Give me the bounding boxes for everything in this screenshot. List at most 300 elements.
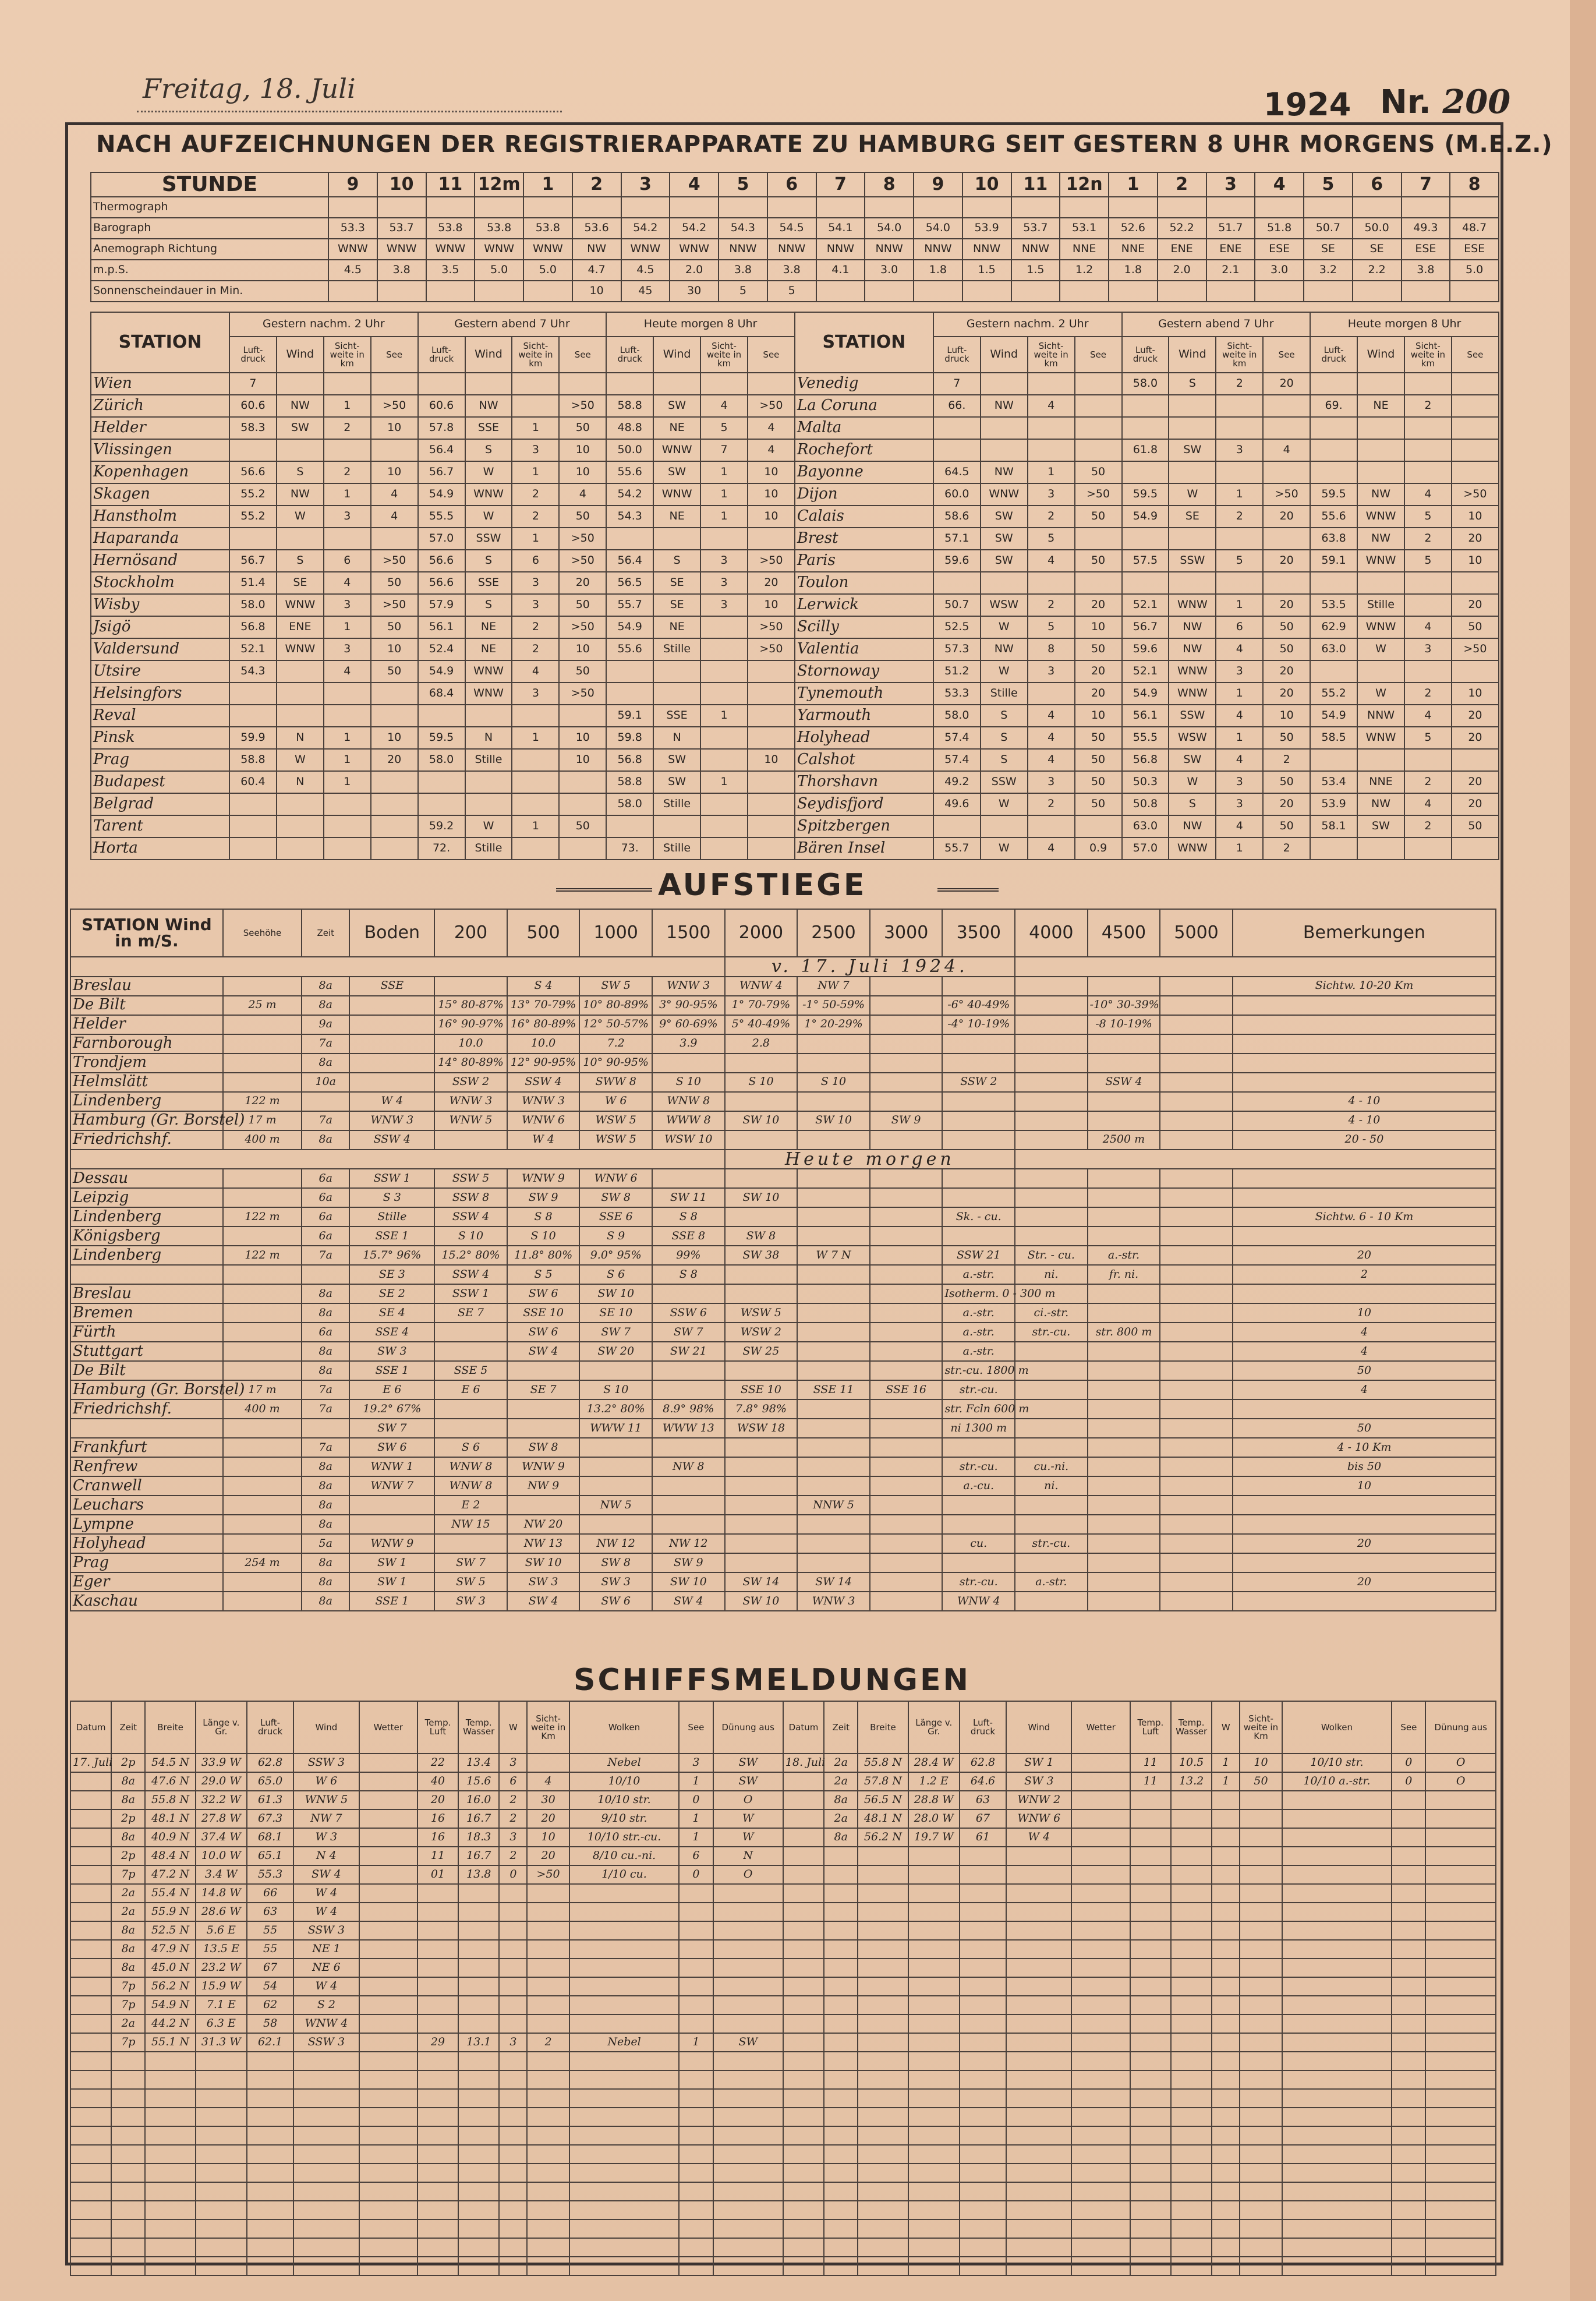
record-value [1353, 197, 1402, 218]
aufstiege-value: S 8 [507, 1207, 580, 1227]
schiffs-cell-left: S 2 [293, 1996, 359, 2014]
schiffs-cell-right [1130, 1921, 1171, 1940]
schiffs-cell-left: 62 [247, 1996, 293, 2014]
schiffs-cell-left: 01 [417, 1865, 458, 1884]
aufstiege-value: 3° 90-95% [652, 996, 725, 1015]
aufstiege-row [70, 1246, 1496, 1265]
station-value: 2 [1263, 749, 1310, 771]
bemerkung-value: 4 [1233, 1342, 1496, 1361]
aufstiege-value: W 4 [349, 1092, 434, 1111]
schiffs-column-header-left: Breite [145, 1701, 195, 1754]
aufstiege-value: SW 7 [579, 1323, 652, 1342]
schiffs-cell-right [1425, 1903, 1496, 1921]
aufstiege-value: SW 8 [579, 1188, 652, 1207]
schiffs-cell-left [293, 2219, 359, 2238]
station-value [1263, 528, 1310, 550]
schiffs-cell-right [858, 1940, 908, 1959]
aufstiege-value: 2500 m [1088, 1130, 1160, 1150]
station-value: 59.6 [933, 550, 981, 572]
schiffs-cell-left [293, 2164, 359, 2182]
aufstiege-value [1015, 1419, 1088, 1438]
station-name: Lerwick [795, 594, 933, 616]
schiffs-cell-right [1071, 2089, 1130, 2108]
schiffs-cell-right: 64.6 [960, 1772, 1006, 1791]
schiffs-cell-left: 55.4 N [145, 1884, 195, 1903]
aufstiege-value [1015, 1092, 1088, 1111]
schiffs-cell-left [293, 2201, 359, 2219]
record-value: 1.5 [962, 260, 1011, 281]
aufstiege-value [652, 1361, 725, 1380]
schiffs-cell-right [824, 1903, 858, 1921]
aufstiege-value [1088, 1496, 1160, 1515]
aufstiege-value [942, 1515, 1015, 1534]
station-value [1452, 572, 1499, 594]
schiffs-cell-left [359, 2145, 417, 2164]
aufstiege-value: SW 4 [507, 1592, 580, 1611]
sichtweite-header: Sicht-weite in km [1216, 337, 1263, 373]
schiffs-cell-right [960, 2145, 1006, 2164]
schiffs-cell-right: W 4 [1006, 1828, 1071, 1847]
schiffs-cell-right: 10/10 str. [1282, 1754, 1392, 1772]
schiffs-cell-left: SSW 3 [293, 1921, 359, 1940]
schiffs-cell-left [679, 2126, 713, 2145]
aufstiege-value [870, 1553, 943, 1572]
aufstiege-value [942, 1034, 1015, 1054]
schiffs-cell-left [70, 1865, 111, 1884]
aufstiege-station [70, 1419, 223, 1438]
schiffs-cell-right [1130, 2126, 1171, 2145]
record-value: 54.0 [914, 218, 962, 239]
aufstiege-value [1160, 1361, 1233, 1380]
station-value: 3 [324, 506, 371, 528]
schiffs-cell-right [1392, 2219, 1425, 2238]
schiffs-cell-left: 47.6 N [145, 1772, 195, 1791]
aufstiege-value: ni 1300 m [942, 1419, 1015, 1438]
aufstiege-value [349, 1496, 434, 1515]
station-value: NW [277, 395, 324, 417]
schiffs-cell-left [145, 2201, 195, 2219]
aufstiege-value: WNW 5 [434, 1111, 507, 1130]
hour-header: 10 [377, 172, 426, 197]
record-value [1060, 197, 1109, 218]
station-value: 60.4 [229, 771, 277, 793]
schiffs-cell-right: 1 [1212, 1754, 1240, 1772]
station-name: Rochefort [795, 439, 933, 461]
seehoehe-value [223, 1284, 302, 1303]
schiffs-cell-left [145, 2257, 195, 2275]
aufstiege-row [70, 1534, 1496, 1553]
aufstiege-value: SW 3 [579, 1572, 652, 1592]
schiffs-cell-right [1171, 2108, 1212, 2126]
schiffs-cell-right [1282, 2108, 1392, 2126]
aufstiege-value [507, 1419, 580, 1438]
schiffs-cell-right [858, 1996, 908, 2014]
station-value: 50 [371, 572, 418, 594]
schiffs-cell-left [293, 2182, 359, 2201]
station-value [700, 616, 748, 638]
schiffs-cell-right: 2a [824, 1754, 858, 1772]
aufstiege-value [725, 1515, 798, 1534]
aufstiege-value [579, 1457, 652, 1476]
schiffs-cell-left: 7p [111, 2033, 145, 2052]
issue-number-label: Nr. [1380, 83, 1431, 121]
aufstiege-station: Cranwell [70, 1476, 223, 1496]
station-row [91, 749, 1499, 771]
station-value: 3 [700, 572, 748, 594]
sichtweite-header: Sicht-weite in km [324, 337, 371, 373]
wind-header: Wind [653, 337, 700, 373]
aufstiege-value: a.-str. [942, 1265, 1015, 1284]
record-value: 54.2 [670, 218, 719, 239]
seehoehe-value: 400 m [223, 1130, 302, 1150]
schiffs-cell-right: 28.4 W [908, 1754, 960, 1772]
aufstiege-value: 3.9 [652, 1034, 725, 1054]
schiffs-cell-right [1006, 1884, 1071, 1903]
station-value: NNW [1357, 705, 1404, 727]
schiffs-cell-right [960, 1903, 1006, 1921]
schiffs-cell-left [70, 2108, 111, 2126]
station-value: 2 [1404, 395, 1452, 417]
schiffs-cell-left [713, 1977, 783, 1996]
bemerkung-value [1233, 1592, 1496, 1611]
station-value: SW [981, 528, 1028, 550]
schiffs-column-header-left: Sicht-weite in Km [527, 1701, 569, 1754]
aufstiege-value: W 4 [507, 1130, 580, 1150]
aufstiege-value: S 8 [652, 1207, 725, 1227]
station-value [1310, 461, 1357, 483]
record-value: ENE [1206, 239, 1255, 260]
aufstiege-value: SW 6 [507, 1284, 580, 1303]
schiffs-cell-right [1425, 1996, 1496, 2014]
hours-row [91, 172, 1499, 197]
station-value: NE [653, 616, 700, 638]
station-value: 56.7 [1122, 616, 1169, 638]
schiffs-column-header-right: Temp. Luft [1130, 1701, 1171, 1754]
station-value: 58.1 [1310, 815, 1357, 837]
aufstiege-value [1088, 1515, 1160, 1534]
schiffs-cell-left [713, 2089, 783, 2108]
schiffs-cell-left [713, 1921, 783, 1940]
station-name: Valentia [795, 638, 933, 660]
schiffs-cell-right [1425, 2182, 1496, 2201]
aufstiege-value: Stille [349, 1207, 434, 1227]
record-value [1353, 281, 1402, 302]
station-value: NW [981, 638, 1028, 660]
station-value: 59.2 [418, 815, 465, 837]
station-value [981, 439, 1028, 461]
record-value [1255, 197, 1304, 218]
station-value [700, 749, 748, 771]
aufstiege-value: -4° 10-19% [942, 1015, 1015, 1034]
schiffs-cell-left: 66 [247, 1884, 293, 1903]
schiffs-row [70, 2014, 1496, 2033]
zeit-value: 8a [302, 1457, 349, 1476]
station-value: 10 [371, 417, 418, 439]
zeit-value: 8a [302, 1303, 349, 1323]
aufstiege-value [725, 1438, 798, 1457]
schiffs-cell-left: 2a [111, 1884, 145, 1903]
schiffs-cell-left: O [713, 1791, 783, 1809]
schiffs-cell-left: 67.3 [247, 1809, 293, 1828]
aufstiege-value: 16° 80-89% [507, 1015, 580, 1034]
schiffs-cell-left: 58 [247, 2014, 293, 2033]
schiffs-row [70, 2108, 1496, 2126]
station-value: 1 [324, 616, 371, 638]
bemerkung-value: 20 [1233, 1246, 1496, 1265]
schiffs-cell-right [1212, 1903, 1240, 1921]
schiffs-cell-left [359, 2182, 417, 2201]
schiffs-cell-right [1071, 1754, 1130, 1772]
aufstiege-value [797, 1323, 870, 1342]
station-value: 10 [748, 594, 795, 616]
station-value: Stille [1357, 594, 1404, 616]
station-value: SW [653, 771, 700, 793]
schiffs-cell-left: 2a [111, 1903, 145, 1921]
aufstiege-value: -1° 50-59% [797, 996, 870, 1015]
station-value: 1 [700, 483, 748, 506]
station-value [277, 439, 324, 461]
station-value: 58.0 [229, 594, 277, 616]
record-value [1011, 281, 1060, 302]
bemerkung-value: 4 [1233, 1323, 1496, 1342]
station-name: Thorshavn [795, 771, 933, 793]
schiffs-cell-left [499, 2052, 527, 2070]
schiffs-cell-right [908, 2070, 960, 2089]
schiffs-cell-right [960, 2014, 1006, 2033]
schiffs-cell-right [1240, 2164, 1282, 2182]
station-value: W [1357, 638, 1404, 660]
station-value: 58.0 [418, 749, 465, 771]
station-value: 20 [1075, 683, 1122, 705]
schiffs-cell-right [1071, 2257, 1130, 2275]
station-value: SSW [465, 528, 512, 550]
aufstiege-value: WNW 8 [434, 1457, 507, 1476]
schiffs-cell-left: 55.9 N [145, 1903, 195, 1921]
station-value [324, 373, 371, 395]
station-name: Calais [795, 506, 933, 528]
schiffs-cell-left [196, 2219, 247, 2238]
station-value: 56.8 [1122, 749, 1169, 771]
zeit-value: 6a [302, 1207, 349, 1227]
station-value: 66. [933, 395, 981, 417]
station-value: 57.8 [418, 417, 465, 439]
aufstiege-value: SSE 16 [870, 1380, 943, 1399]
schiffs-cell-right [858, 2145, 908, 2164]
schiffs-cell-left [145, 2052, 195, 2070]
station-value [1263, 572, 1310, 594]
schiffs-cell-left [527, 1884, 569, 1903]
station-value: 3 [1028, 771, 1075, 793]
aufstiege-station: Leuchars [70, 1496, 223, 1515]
aufstiege-value [1160, 1457, 1233, 1476]
schiffs-cell-left: 44.2 N [145, 2014, 195, 2033]
station-value: >50 [748, 616, 795, 638]
station-value: WNW [653, 439, 700, 461]
record-value [426, 197, 475, 218]
schiffs-cell-left: 22 [417, 1754, 458, 1772]
station-value [1404, 373, 1452, 395]
schiffs-cell-left [458, 2164, 499, 2182]
aufstiege-value [870, 1227, 943, 1246]
aufstiege-value [349, 1073, 434, 1092]
station-value: 3 [700, 550, 748, 572]
schiffs-cell-left [679, 1977, 713, 1996]
station-value: 56.4 [606, 550, 653, 572]
zeit-value: 8a [302, 1553, 349, 1572]
schiffs-cell-left [293, 2257, 359, 2275]
station-value: 4 [1216, 705, 1263, 727]
station-row [91, 594, 1499, 616]
schiffs-cell-left [247, 2164, 293, 2182]
date-underline [137, 111, 562, 112]
schiffs-cell-left [70, 1828, 111, 1847]
station-value: 63.8 [1310, 528, 1357, 550]
schiffs-cell-left: 54.9 N [145, 1996, 195, 2014]
aufstiege-value [1015, 1034, 1088, 1054]
schiffs-cell-left [499, 1996, 527, 2014]
schiffs-cell-left: N [713, 1847, 783, 1865]
schiffs-cell-left [569, 2126, 680, 2145]
station-name: Hernösand [91, 550, 229, 572]
record-value: 53.6 [572, 218, 621, 239]
zeit-value: 7a [302, 1111, 349, 1130]
schiffs-cell-left: 31.3 W [196, 2033, 247, 2052]
station-value: 3 [1028, 483, 1075, 506]
schiffs-cell-right [858, 2052, 908, 2070]
station-value [1404, 594, 1452, 616]
station-value: SE [653, 572, 700, 594]
schiffs-cell-left: 2 [527, 2033, 569, 2052]
schiffs-cell-right [858, 1865, 908, 1884]
schiffs-cell-right [783, 1791, 824, 1809]
seehoehe-value [223, 1342, 302, 1361]
schiffs-cell-right [1006, 2182, 1071, 2201]
schiffs-cell-left [111, 2257, 145, 2275]
aufstiege-value [870, 977, 943, 996]
aufstiege-value [797, 1303, 870, 1323]
schiffs-cell-left [417, 1996, 458, 2014]
aufstiege-value [797, 1515, 870, 1534]
schiffs-cell-left [359, 1847, 417, 1865]
station-value: 52.5 [933, 616, 981, 638]
aufstiege-value: NW 8 [652, 1457, 725, 1476]
record-value [621, 197, 670, 218]
schiffs-cell-left [527, 2070, 569, 2089]
schiffs-cell-right [1240, 2145, 1282, 2164]
station-value [512, 837, 559, 860]
station-value [981, 815, 1028, 837]
schiffs-cell-left [247, 2089, 293, 2108]
schiffs-cell-left: NE 6 [293, 1959, 359, 1977]
station-value: WNW [277, 594, 324, 616]
schiffs-cell-right [960, 1959, 1006, 1977]
aufstiege-value: ci.-str. [1015, 1303, 1088, 1323]
schiffs-cell-left [111, 2089, 145, 2108]
schiffs-cell-right [1071, 2145, 1130, 2164]
record-value: 30 [670, 281, 719, 302]
aufstiege-value: ni. [1015, 1265, 1088, 1284]
schiffs-cell-left [527, 2126, 569, 2145]
station-value [1075, 395, 1122, 417]
station-value: 10 [559, 439, 606, 461]
aufstiege-value: SW 1 [349, 1572, 434, 1592]
aufstiege-value: SE 7 [507, 1380, 580, 1399]
schiffs-cell-right: 1.2 E [908, 1772, 960, 1791]
schiffs-cell-right [824, 2070, 858, 2089]
station-value: N [465, 727, 512, 749]
schiffs-row [70, 1809, 1496, 1828]
schiffs-cell-left [145, 2238, 195, 2257]
schiffs-cell-right [1171, 1977, 1212, 1996]
station-row [91, 528, 1499, 550]
station-name: Paris [795, 550, 933, 572]
aufstiege-value [942, 1438, 1015, 1457]
aufstiege-row [70, 1169, 1496, 1188]
schiffs-cell-right [960, 2126, 1006, 2145]
schiffs-cell-right [908, 1865, 960, 1884]
station-value: 10 [748, 506, 795, 528]
station-value: 4 [1028, 749, 1075, 771]
schiffs-cell-left [569, 2201, 680, 2219]
schiffs-cell-right: 57.8 N [858, 1772, 908, 1791]
station-value: 4 [1028, 550, 1075, 572]
schiffs-cell-left: 55.8 N [145, 1791, 195, 1809]
station-value [700, 638, 748, 660]
schiffs-cell-right [960, 1921, 1006, 1940]
aufstiege-value: 9.0° 95% [579, 1246, 652, 1265]
record-value: 4.5 [328, 260, 377, 281]
aufstiege-value: SSE 1 [349, 1592, 434, 1611]
record-value: NNW [1011, 239, 1060, 260]
aufstiege-value: 5° 40-49% [725, 1015, 798, 1034]
aufstiege-value [1160, 1246, 1233, 1265]
station-value [1216, 417, 1263, 439]
aufstiege-value [1088, 1399, 1160, 1419]
record-value: WNW [475, 239, 523, 260]
station-value: NW [1357, 793, 1404, 815]
schiffs-cell-right [1425, 1791, 1496, 1809]
schiffs-cell-left [569, 2145, 680, 2164]
aufstiege-value [870, 1188, 943, 1207]
station-value: 56.7 [418, 461, 465, 483]
station-value [512, 793, 559, 815]
record-value: 52.2 [1158, 218, 1206, 239]
schiffs-cell-right [858, 2182, 908, 2201]
station-value: 7 [229, 373, 277, 395]
station-value: 57.3 [933, 638, 981, 660]
hour-header: 11 [426, 172, 475, 197]
station-value: 20 [748, 572, 795, 594]
station-name: Stockholm [91, 572, 229, 594]
schiffs-cell-left [359, 2238, 417, 2257]
station-value: 10 [1075, 616, 1122, 638]
aufstiege-column-header: STATION Wind in m/S. [70, 909, 223, 957]
bemerkung-value: Sichtw. 6 - 10 Km [1233, 1207, 1496, 1227]
schiffs-cell-right [1240, 2108, 1282, 2126]
schiffs-cell-right [1425, 2108, 1496, 2126]
station-value: 54.9 [418, 660, 465, 683]
station-value: 2 [1216, 506, 1263, 528]
record-value [328, 281, 377, 302]
aufstiege-value [725, 1284, 798, 1303]
schiffs-row [70, 2219, 1496, 2238]
aufstiege-value: 7.2 [579, 1034, 652, 1054]
aufstiege-block-header: Heute morgen [725, 1150, 1015, 1169]
schiffs-cell-left [145, 2070, 195, 2089]
aufstiege-value [1015, 977, 1088, 996]
station-value: 2 [512, 616, 559, 638]
station-name: Bayonne [795, 461, 933, 483]
